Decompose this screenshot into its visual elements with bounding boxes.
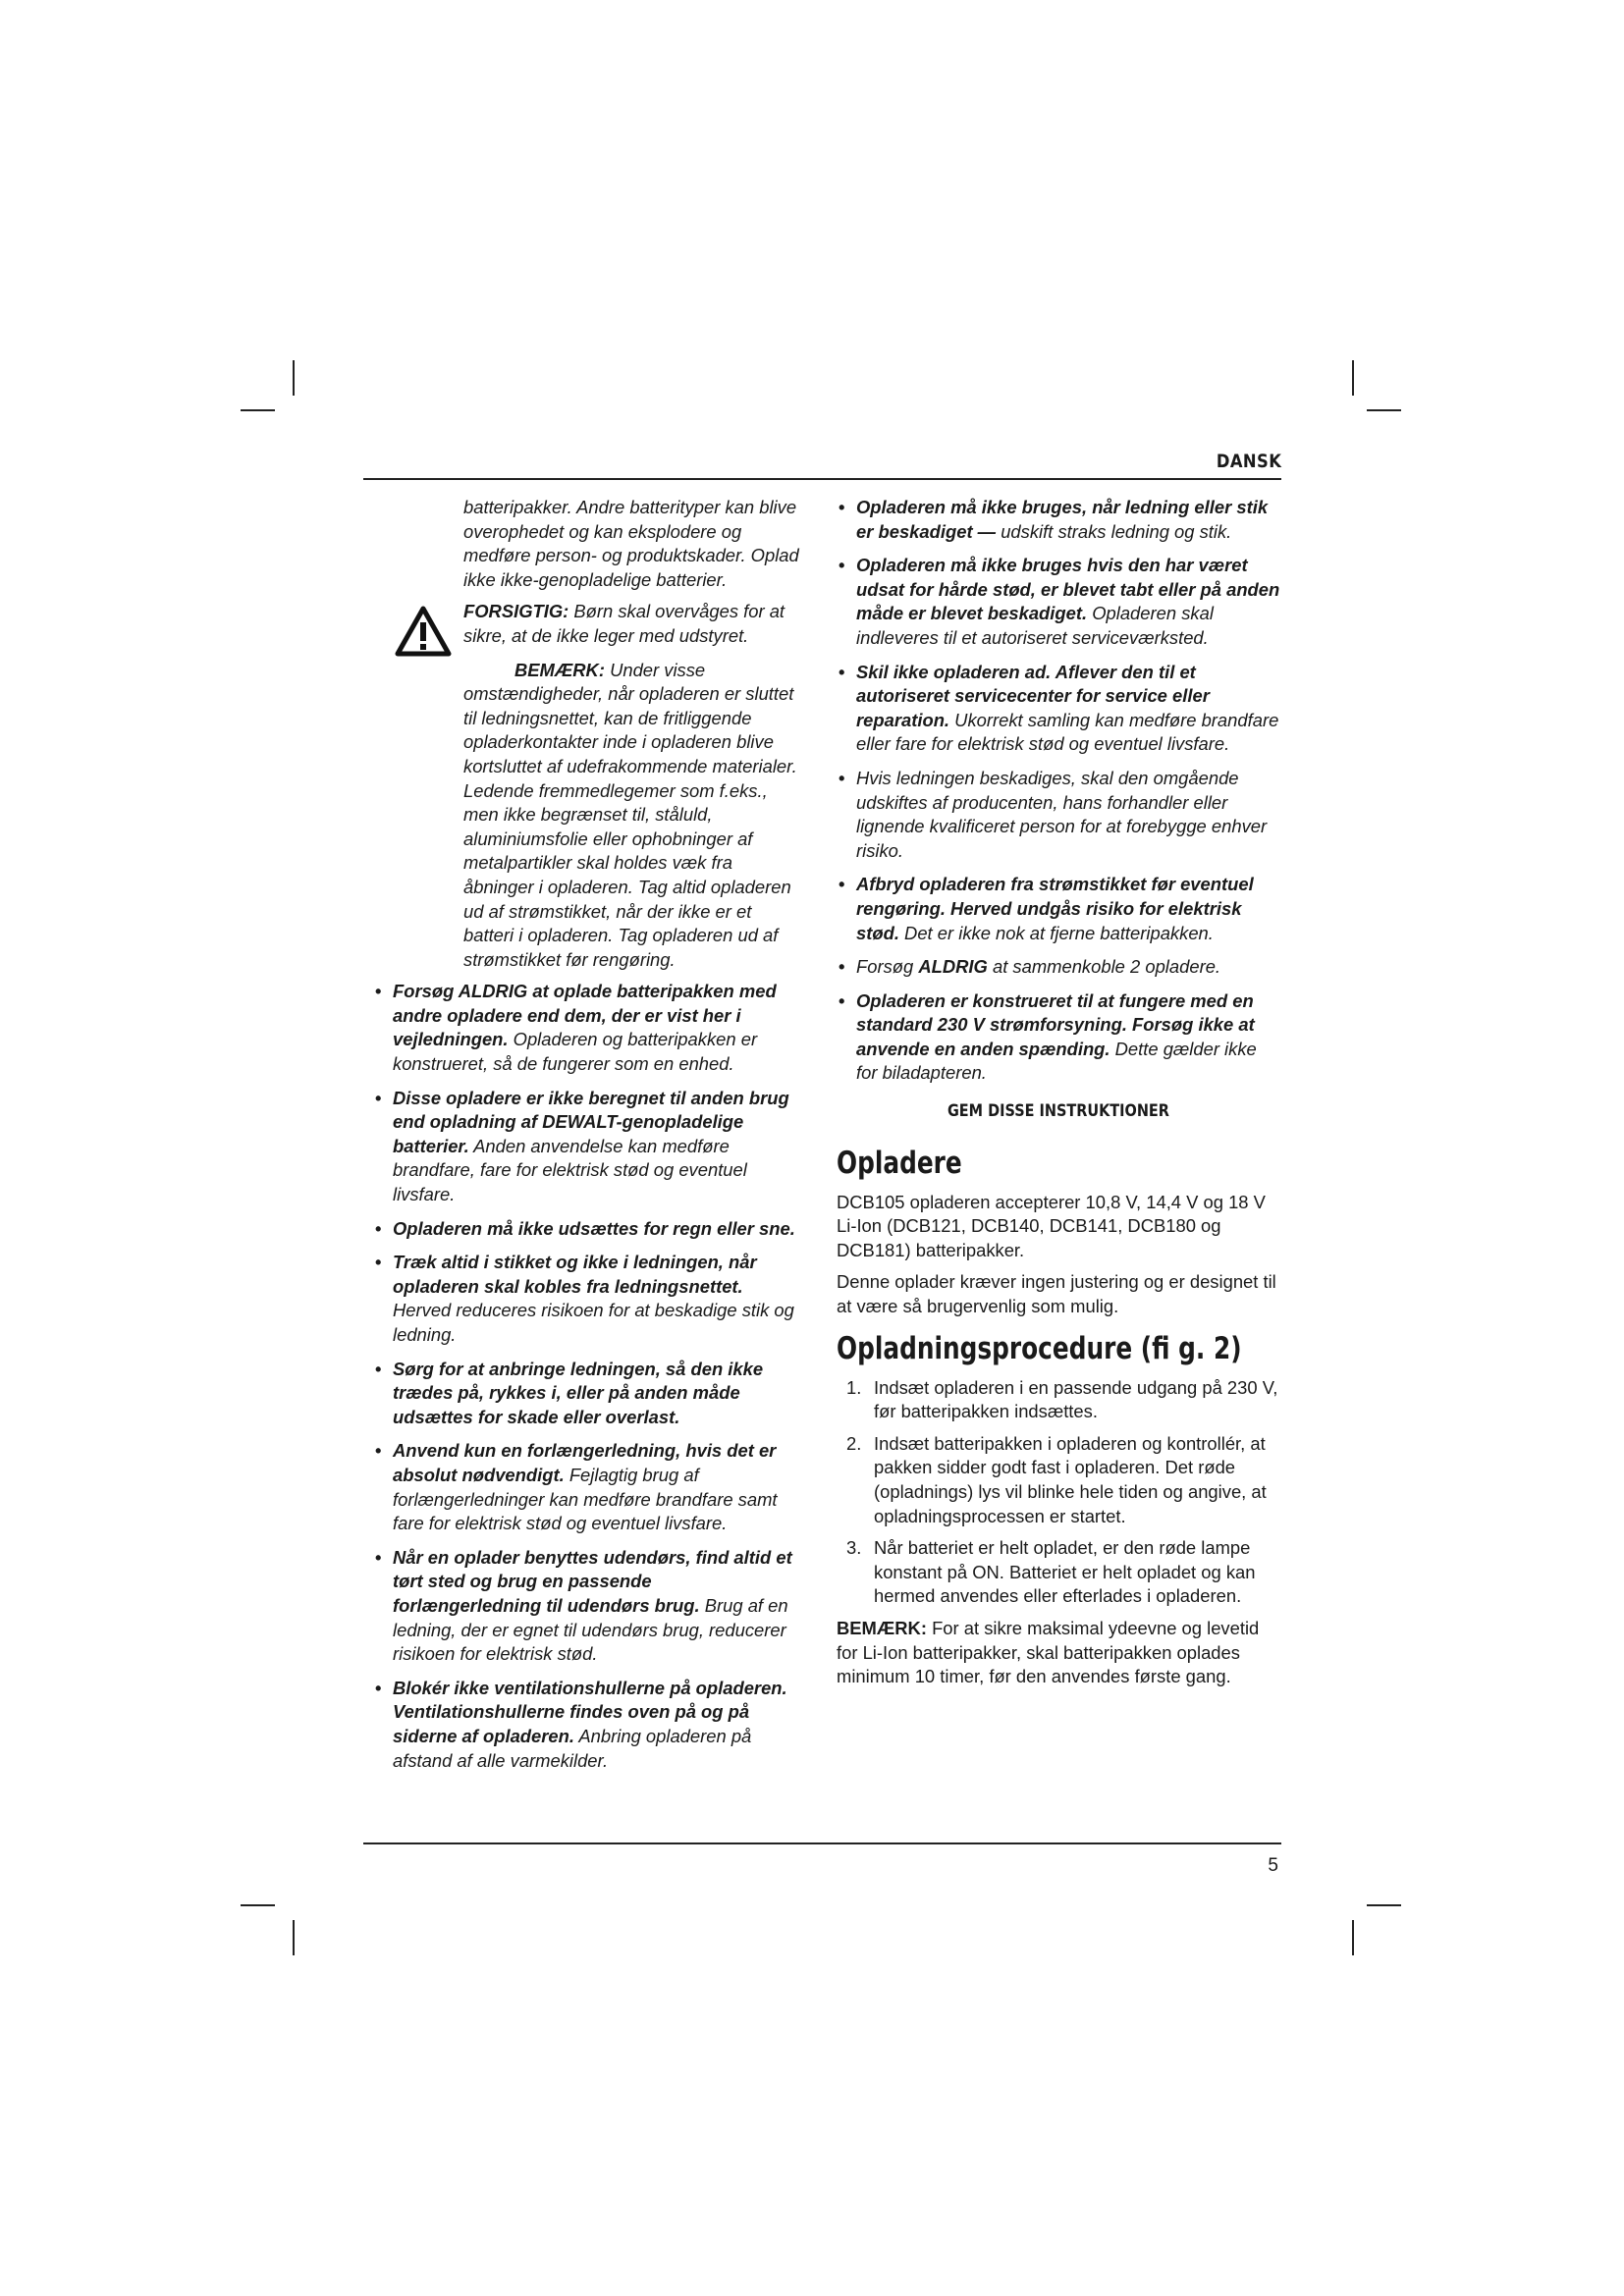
crop-mark-top-right-v <box>1352 360 1354 396</box>
list-item: • Opladeren må ikke udsættes for regn eller sne. <box>373 1217 803 1242</box>
language-header: DANSK <box>1216 451 1281 472</box>
list-item: • Opladeren må ikke bruges hvis den har været udsat for hårde stød, er blevet tabt eller på anden måde er blevet beskadiget. Opladeren skal indleveres til et autoriseret serviceværksted. <box>837 554 1280 650</box>
list-item: • Anvend kun en forlængerledning, hvis det er absolut nødvendigt. Fejlagtig brug af forlængerledninger kan medføre brandfare samt fare for elektrisk stød og eventuel livsfare. <box>373 1439 803 1535</box>
header-rule <box>363 478 1281 480</box>
left-column <box>373 496 803 1783</box>
list-item: • Træk altid i stikket og ikke i ledningen, når opladeren skal kobles fra ledningsnettet. Herved reduceres risikoen for at beskadige stik og ledning. <box>373 1251 803 1347</box>
list-item: • Sørg for at anbringe ledningen, så den ikke trædes på, rykkes i, eller på anden måde udsættes for skade eller overlast. <box>373 1358 803 1430</box>
procedure-steps <box>837 1376 1280 1609</box>
note-label: BEMÆRK: <box>514 659 605 680</box>
crop-mark-bottom-left-h <box>241 1904 275 1906</box>
crop-mark-top-left-h <box>241 409 275 411</box>
caution-block <box>373 600 803 648</box>
intro-paragraph: batteripakker. Andre batterityper kan blive overophedet og kan eksplodere og medføre person- og produktskader. Oplad ikke ikke-genopladelige batterier. <box>463 497 799 590</box>
warning-triangle-icon <box>395 606 452 657</box>
list-item: 1. Indsæt opladeren i en passende udgang på 230 V, før batteripakken indsættes. <box>846 1376 1278 1422</box>
right-bullet-list <box>837 496 1280 1086</box>
list-item: • Når en oplader benyttes udendørs, find altid et tørt sted og brug en passende forlængerledning til udendørs brug. Brug af en ledning, der er egnet til udendørs brug, reducerer risikoen for elektrisk stød. <box>373 1546 803 1667</box>
page-number: 5 <box>1268 1855 1278 1876</box>
section-title-opladere: Opladere <box>837 1145 962 1181</box>
list-item: • Forsøg ALDRIG at sammenkoble 2 opladere. <box>837 955 1280 980</box>
footer-rule <box>363 1842 1281 1844</box>
list-item: • Afbryd opladeren fra strømstikket før eventuel rengøring. Herved undgås risiko for elektrisk stød. Det er ikke nok at fjerne batteripakken. <box>837 873 1280 945</box>
list-item: • Opladeren må ikke bruges, når ledning eller stik er beskadiget — udskift straks ledning og stik. <box>837 496 1280 544</box>
list-item: • Blokér ikke ventilationshullerne på opladeren. Ventilationshullerne findes oven på og på siderne af opladeren. Anbring opladeren på afstand af alle varmekilder. <box>373 1677 803 1773</box>
list-item: • Disse opladere er ikke beregnet til anden brug end opladning af DEWALT-genopladelige batterier. Anden anvendelse kan medføre brandfare, fare for elektrisk stød og eventuel livsfare. <box>373 1087 803 1207</box>
crop-mark-top-right-h <box>1367 409 1401 411</box>
final-note: BEMÆRK: For at sikre maksimal ydeevne og levetid for Li-Ion batteripakker, skal batteripakken oplades minimum 10 timer, før den anvendes første gang. <box>837 1617 1260 1687</box>
right-column <box>837 496 1280 1697</box>
list-item: • Skil ikke opladeren ad. Aflever den til et autoriseret servicecenter for service eller reparation. Ukorrekt samling kan medføre brandfare eller fare for elektrisk stød og eventuel livsfare. <box>837 661 1280 757</box>
left-bullet-list <box>373 980 803 1773</box>
section-paragraph: Denne oplader kræver ingen justering og er designet til at være så brugervenlig som mulig. <box>837 1271 1276 1317</box>
crop-mark-bottom-right-h <box>1367 1904 1401 1906</box>
crop-mark-bottom-left-v <box>293 1920 295 1955</box>
note-text: Under visse omstændigheder, når opladeren er sluttet til ledningsnettet, kan de fritliggende opladerkontakter inde i opladeren blive kortsluttet af udefrakommende materialer. Ledende fremmedlegemer som f.eks., men ikke begrænset til, ståluld, aluminiumsfolie eller ophobninger af metalpartikler skal holdes væk fra åbninger i opladeren. Tag altid opladeren ud af strømstikket, når der ikke er et batteri i opladeren. Tag opladeren ud af strømstikket før rengøring. <box>463 659 797 970</box>
section-paragraph: DCB105 opladeren accepterer 10,8 V, 14,4 V og 18 V Li-Ion (DCB121, DCB140, DCB141, DCB180 og DCB181) batteripakker. <box>837 1191 1266 1260</box>
caution-label: FORSIGTIG: <box>463 601 569 622</box>
list-item: • Hvis ledningen beskadiges, skal den omgående udskiftes af producenten, hans forhandler eller lignende kvalificeret person for at forebygge enhver risiko. <box>837 767 1280 863</box>
list-item: • Opladeren er konstrueret til at fungere med en standard 230 V strømforsyning. Forsøg ikke at anvende en anden spænding. Dette gælder ikke for biladapteren. <box>837 989 1280 1086</box>
caution-text: Børn skal overvåges for at sikre, at de ikke leger med udstyret. <box>463 601 785 646</box>
crop-mark-top-left-v <box>293 360 295 396</box>
save-instructions-heading: GEM DISSE INSTRUKTIONER <box>947 1101 1169 1122</box>
list-item: • Forsøg ALDRIG at oplade batteripakken med andre opladere end dem, der er vist her i vejledningen. Opladeren og batteripakken er konstrueret, så de fungerer som en enhed. <box>373 980 803 1076</box>
crop-mark-bottom-right-v <box>1352 1920 1354 1955</box>
list-item: 2. Indsæt batteripakken i opladeren og kontrollér, at pakken sidder godt fast i opladeren. Det røde (opladnings) lys vil blinke hele tiden og angive, at opladningsprocessen er startet. <box>846 1432 1267 1526</box>
list-item: 3. Når batteriet er helt opladet, er den røde lampe konstant på ON. Batteriet er helt opladet og kan hermed anvendes eller efterlades i opladeren. <box>846 1537 1256 1607</box>
note-block <box>463 659 803 973</box>
section-title-procedure: Opladningsprocedure (fi g. 2) <box>837 1330 1242 1366</box>
